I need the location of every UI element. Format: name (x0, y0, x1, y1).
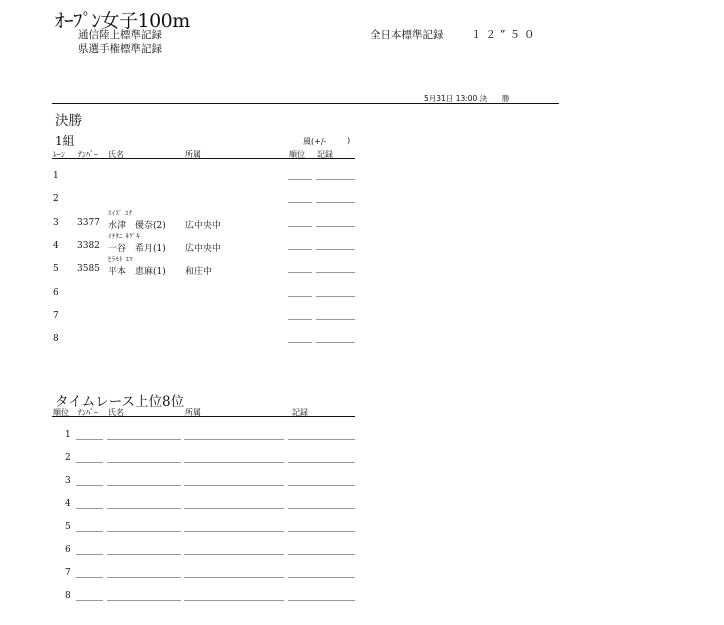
rank-blank (288, 179, 312, 180)
name-blank (107, 485, 181, 486)
team-blank (184, 577, 284, 578)
rank-blank (288, 319, 312, 320)
name-kana: ﾋﾗﾓﾄ ｴﾏ (108, 255, 134, 264)
name-blank (107, 508, 181, 509)
col-name: 氏名 (108, 150, 124, 159)
timerace-rank: 6 (65, 545, 71, 555)
lane-number: 4 (53, 240, 59, 251)
national-record-value: １２”５０ (471, 29, 539, 41)
col-team: 所属 (185, 150, 201, 159)
schedule-text: 5月31日 13:00 決 (424, 94, 488, 103)
number-blank (76, 577, 103, 578)
name-blank (107, 600, 181, 601)
record-blank (316, 249, 355, 250)
number-blank (76, 600, 103, 601)
round-suffix: 勝 (502, 94, 510, 103)
name-blank (107, 577, 181, 578)
number-blank (76, 554, 103, 555)
team-blank (184, 508, 284, 509)
number-blank (76, 462, 103, 463)
lane-number: 8 (53, 334, 59, 345)
record-blank (288, 462, 355, 463)
rank-blank (288, 342, 312, 343)
record-blank (288, 485, 355, 486)
timerace-heading: タイムレース上位8位 (55, 394, 185, 410)
bib-number: 3382 (77, 240, 100, 251)
col-record: 記録 (317, 150, 333, 159)
col-rank: 順位 (289, 150, 305, 159)
timerace-rank: 4 (65, 499, 71, 509)
team-blank (184, 462, 284, 463)
rank-blank (288, 272, 312, 273)
final-header-rule (52, 158, 355, 159)
athlete-name: 平本 恵麻(1) (108, 267, 166, 278)
record-blank (316, 202, 355, 203)
lane-number: 1 (53, 171, 59, 181)
lane-number: 5 (53, 264, 59, 275)
bib-number: 3585 (77, 264, 100, 275)
record-blank (316, 272, 355, 273)
timerace-rank: 7 (65, 568, 71, 578)
tr-col-record: 記録 (292, 408, 308, 417)
team-blank (184, 554, 284, 555)
rank-blank (288, 296, 312, 297)
name-blank (107, 439, 181, 440)
tr-col-number: ﾅﾝﾊﾞｰ (78, 408, 98, 417)
record-blank (316, 342, 355, 343)
name-blank (107, 531, 181, 532)
number-blank (76, 485, 103, 486)
record-blank (288, 508, 355, 509)
record-blank (288, 439, 355, 440)
wind-close: ) (347, 136, 351, 145)
tr-col-team: 所属 (185, 408, 201, 417)
record-blank (288, 577, 355, 578)
number-blank (76, 531, 103, 532)
rank-blank (288, 249, 312, 250)
athlete-name: 水津 優奈(2) (108, 220, 166, 231)
timerace-rank: 3 (65, 476, 71, 486)
wind-label: 風(+/- (303, 137, 327, 146)
record-label-tsushin: 通信陸上標準記録 (78, 29, 162, 41)
name-kana: ｲﾁﾀﾆ ｷｸﾞｷ (108, 231, 141, 240)
number-blank (76, 439, 103, 440)
lane-number: 2 (53, 194, 59, 205)
team-name: 広中央中 (185, 220, 222, 231)
record-blank (316, 319, 355, 320)
record-blank (288, 531, 355, 532)
event-title: ｵｰﾌﾟﾝ女子100m (55, 10, 190, 32)
national-record-label: 全日本標準記録 (370, 29, 444, 41)
col-lane: ﾚｰﾝ (53, 150, 65, 159)
record-blank (316, 296, 355, 297)
lane-number: 6 (53, 287, 59, 298)
record-blank (316, 226, 355, 227)
team-blank (184, 600, 284, 601)
bib-number: 3377 (77, 217, 100, 228)
timerace-rank: 2 (65, 453, 71, 463)
record-label-kensenshuken: 県選手権標準記録 (78, 43, 162, 55)
col-number: ﾅﾝﾊﾞｰ (78, 150, 98, 159)
header-divider (52, 103, 559, 104)
group-label: 1組 (55, 134, 75, 148)
timerace-rank: 1 (65, 430, 71, 440)
team-blank (184, 485, 284, 486)
name-blank (107, 554, 181, 555)
lane-number: 7 (53, 310, 59, 321)
team-name: 和庄中 (185, 267, 213, 278)
timerace-rank: 5 (65, 522, 71, 532)
rank-blank (288, 226, 312, 227)
record-blank (288, 600, 355, 601)
team-name: 広中央中 (185, 243, 222, 254)
lane-number: 3 (53, 217, 59, 228)
number-blank (76, 508, 103, 509)
name-blank (107, 462, 181, 463)
record-blank (288, 554, 355, 555)
team-blank (184, 531, 284, 532)
name-kana: ｽｲｽﾞ ﾕﾅ (108, 208, 133, 217)
tr-col-name: 氏名 (108, 408, 124, 417)
record-blank (316, 179, 355, 180)
timerace-header-rule (52, 416, 355, 417)
rank-blank (288, 202, 312, 203)
timerace-rank: 8 (65, 591, 71, 601)
athlete-name: 一谷 希月(1) (108, 243, 166, 254)
team-blank (184, 439, 284, 440)
tr-col-rank: 順位 (53, 408, 69, 417)
final-heading: 決勝 (55, 113, 82, 129)
